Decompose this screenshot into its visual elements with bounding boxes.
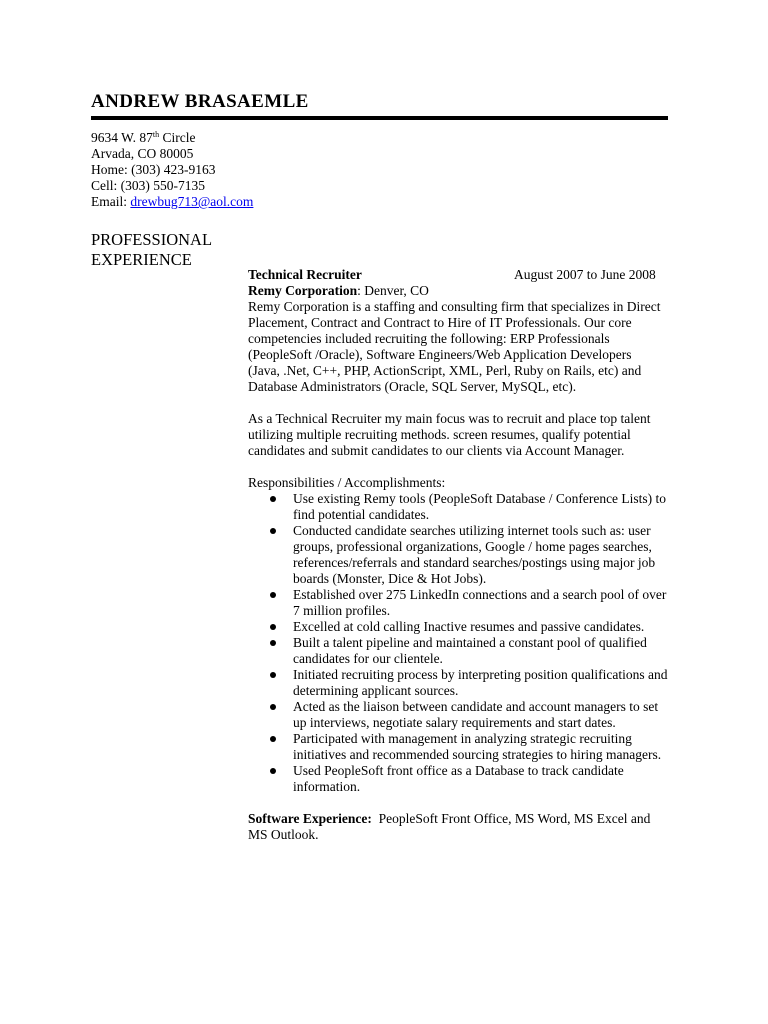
bullet-dot-icon (270, 496, 276, 502)
description-line: Remy Corporation is a staffing and consulting firm that specializes in Direct (248, 299, 661, 314)
job-header (248, 267, 680, 283)
list-item (248, 619, 680, 635)
description-line: competencies included recruiting the following: ERP Professionals (248, 331, 610, 346)
list-item-line: Established over 275 LinkedIn connections and a search pool of over (293, 587, 667, 602)
list-item-line: up interviews, negotiate salary requirements and start dates. (293, 715, 616, 730)
section-heading-experience (91, 230, 241, 270)
list-item-line: Use existing Remy tools (PeopleSoft Database / Conference Lists) to (293, 491, 667, 506)
software-experience (248, 811, 680, 843)
list-item-line: boards (Monster, Dice & Hot Jobs). (293, 571, 487, 586)
address-ordinal: th (152, 130, 160, 139)
list-item-line: Excelled at cold calling Inactive resumes and passive candidates. (293, 619, 645, 634)
address-street: Circle (159, 130, 196, 145)
contact-cell-phone: Cell: (303) 550-7135 (91, 178, 205, 193)
list-item-line: determining applicant sources. (293, 683, 459, 698)
list-item-line: find potential candidates. (293, 507, 430, 522)
spacer (248, 459, 680, 475)
focus-line: candidates and submit candidates to our clients via Account Manager. (248, 443, 625, 458)
description-line: (Java, .Net, C++, PHP, ActionScript, XML, Perl, Ruby on Rails, etc) and (248, 363, 642, 378)
list-item (248, 699, 680, 731)
list-item (248, 635, 680, 667)
list-item-line: Conducted candidate searches utilizing internet tools such as: user (293, 523, 651, 538)
section-heading-line-1: PROFESSIONAL (91, 230, 213, 249)
contact-address (91, 130, 411, 146)
list-item (248, 523, 680, 587)
focus-line: As a Technical Recruiter my main focus was to recruit and place top talent (248, 411, 651, 426)
email-label: Email: (91, 194, 131, 209)
description-line: Placement, Contract and Contract to Hire of IT Professionals. Our core (248, 315, 632, 330)
contact-city: Arvada, CO 80005 (91, 146, 194, 161)
software-list: PeopleSoft Front Office, MS Word, MS Excel and (371, 811, 651, 826)
software-label: Software Experience: (248, 811, 372, 826)
description-line: Database Administrators (Oracle, SQL Server, MySQL, etc). (248, 379, 577, 394)
description-line: (PeopleSoft /Oracle), Software Engineers/Web Application Developers (248, 347, 632, 362)
focus-line: utilizing multiple recruiting methods. screen resumes, qualify potential (248, 427, 631, 442)
candidate-name: ANDREW BRASAEMLE (91, 91, 309, 112)
bullet-dot-icon (270, 624, 276, 630)
job-title: Technical Recruiter (248, 267, 362, 282)
company-line (248, 283, 680, 299)
bullet-dot-icon (270, 736, 276, 742)
bullet-dot-icon (270, 768, 276, 774)
bullet-dot-icon (270, 672, 276, 678)
bullet-dot-icon (270, 592, 276, 598)
list-item (248, 763, 680, 795)
responsibilities-heading: Responsibilities / Accomplishments: (248, 475, 446, 490)
list-item-line: references/referrals and standard searches/postings using major job (293, 555, 656, 570)
list-item-line: Built a talent pipeline and maintained a constant pool of qualified (293, 635, 647, 650)
list-item-line: Participated with management in analyzing strategic recruiting (293, 731, 632, 746)
job-entry (248, 267, 680, 843)
company-name: Remy Corporation (248, 283, 358, 298)
list-item-line: Initiated recruiting process by interpreting position qualifications and (293, 667, 668, 682)
bullet-dot-icon (270, 640, 276, 646)
list-item (248, 491, 680, 523)
spacer (248, 795, 680, 811)
company-location: : Denver, CO (357, 283, 429, 298)
focus-paragraph (248, 411, 680, 459)
list-item-line: groups, professional organizations, Google / home pages searches, (293, 539, 652, 554)
software-list-continued: MS Outlook. (248, 827, 319, 842)
header-divider (91, 116, 668, 120)
list-item-line: Acted as the liaison between candidate and account managers to set (293, 699, 659, 714)
responsibilities-list (248, 491, 680, 795)
list-item (248, 587, 680, 619)
address-number: 9634 W. 87 (91, 130, 153, 145)
contact-email (91, 194, 411, 210)
list-item-line: 7 million profiles. (293, 603, 391, 618)
list-item (248, 667, 680, 699)
list-item-line: initiatives and recommended sourcing strategies to hiring managers. (293, 747, 662, 762)
spacer (248, 395, 680, 411)
company-description (248, 299, 680, 395)
list-item-line: information. (293, 779, 361, 794)
job-dates: August 2007 to June 2008 (514, 267, 656, 282)
bullet-dot-icon (270, 528, 276, 534)
contact-home-phone: Home: (303) 423-9163 (91, 162, 216, 177)
email-link[interactable]: drewbug713@aol.com (130, 194, 254, 209)
list-item-line: Used PeopleSoft front office as a Database to track candidate (293, 763, 624, 778)
list-item-line: candidates for our clientele. (293, 651, 443, 666)
section-heading-line-2: EXPERIENCE (91, 250, 192, 269)
bullet-dot-icon (270, 704, 276, 710)
contact-block (91, 130, 411, 210)
list-item (248, 731, 680, 763)
